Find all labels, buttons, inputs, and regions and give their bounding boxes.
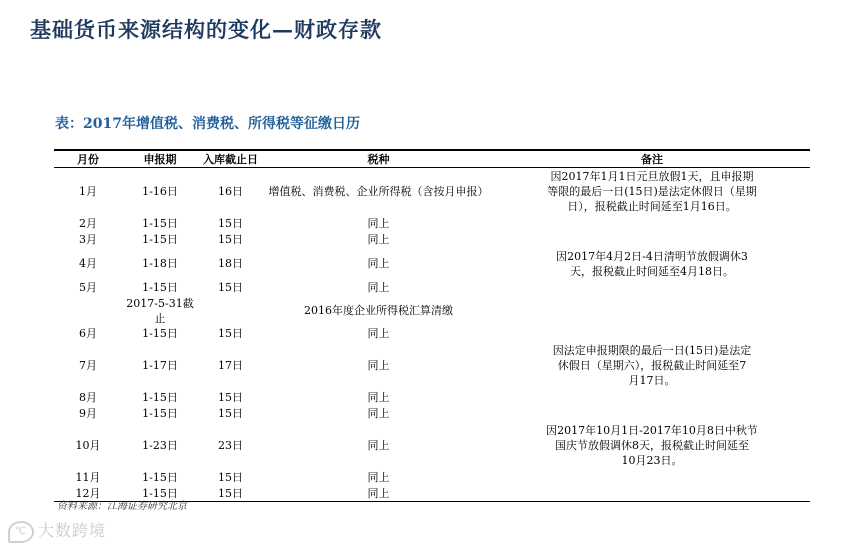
note-line: 月17日。: [628, 374, 676, 387]
cell-note: [494, 326, 810, 342]
cell-note: [494, 470, 810, 486]
page-title: 基础货币来源结构的变化—财政存款: [30, 17, 382, 42]
table-row: [54, 168, 810, 216]
cell-note: [494, 390, 810, 406]
cell-period: 1-15日: [142, 391, 178, 404]
column-header-month: 月份: [54, 150, 122, 168]
table-body: [54, 168, 810, 502]
note-line: 因2017年10月1日-2017年10月8日中秋节: [546, 424, 758, 437]
cell-period: 1-15日: [142, 471, 178, 484]
column-header-note: 备注: [494, 150, 810, 168]
cell-period: 1-18日: [142, 257, 178, 270]
cell-month: 10月: [75, 439, 101, 452]
cell-period: 1-17日: [142, 359, 178, 372]
cell-note: [494, 422, 810, 470]
cell-tax: 同上: [367, 439, 390, 452]
cell-period: 1-15日: [142, 281, 178, 294]
cell-tax: 同上: [367, 359, 390, 372]
cell-tax: 2016年度企业所得税汇算清缴: [304, 304, 453, 317]
watermark-text: 大数跨境: [38, 521, 107, 540]
cell-tax: 同上: [367, 257, 390, 270]
table-row: [54, 390, 810, 406]
cell-month: [54, 296, 122, 326]
cell-period: 1-15日: [142, 217, 178, 230]
cell-tax: 同上: [367, 233, 390, 246]
cell-tax: 同上: [367, 391, 390, 404]
column-header-deadline: 入库截止日: [198, 150, 263, 168]
watermark-logo-icon: ℃: [8, 521, 34, 543]
cell-period: 2017-5-31截止: [126, 296, 194, 325]
note-line: 因2017年1月1日元旦放假1天，且申报期: [550, 170, 754, 184]
cell-deadline: 15日: [218, 327, 243, 340]
cell-month: 9月: [79, 407, 97, 420]
cell-deadline: 15日: [218, 407, 243, 420]
cell-note: [494, 342, 810, 390]
cell-tax: 同上: [263, 486, 494, 502]
cell-period: 1-15日: [122, 486, 198, 502]
tax-calendar-table: [54, 149, 810, 502]
column-header-period: 申报期: [122, 150, 198, 168]
cell-deadline: 15日: [198, 486, 263, 502]
cell-deadline: 15日: [218, 471, 243, 484]
cell-tax: 同上: [367, 407, 390, 420]
cell-deadline: 18日: [218, 257, 243, 270]
cell-note: [494, 296, 810, 326]
cell-month: 8月: [79, 391, 97, 404]
note-line: 休假日（星期六），报税截止时间延至7: [557, 359, 747, 372]
table-title: 表：2017年增值税、消费税、所得税等征缴日历: [55, 116, 360, 132]
cell-tax: 同上: [367, 471, 390, 484]
cell-month: 12月: [54, 486, 122, 502]
cell-deadline: 15日: [218, 391, 243, 404]
cell-period: 1-15日: [142, 327, 178, 340]
table-row: [54, 326, 810, 342]
cell-period: 1-15日: [142, 233, 178, 246]
cell-deadline: 17日: [218, 359, 243, 372]
cell-note: [494, 232, 810, 248]
note-line: 等限的最后一日(15日)是法定休假日（星期: [547, 185, 757, 199]
table-row: [54, 406, 810, 422]
note-line: 因2017年4月2日-4日清明节放假调休3: [556, 249, 748, 263]
cell-tax: 同上: [367, 217, 390, 230]
column-header-tax: 税种: [263, 150, 494, 168]
note-line: 10月23日。: [621, 454, 683, 467]
cell-month: 1月: [79, 185, 97, 199]
cell-period: 1-15日: [142, 407, 178, 420]
note-line: 天，报税截止时间延至4月18日。: [570, 264, 734, 278]
cell-deadline: 15日: [218, 281, 243, 294]
source-note: 资料来源：江海证券研究北京: [57, 501, 187, 512]
table-row: [54, 280, 810, 296]
cell-tax: 增值税、消费税、企业所得税（含按月申报）: [268, 185, 489, 199]
cell-period: 1-16日: [142, 185, 178, 199]
cell-month: 5月: [79, 281, 97, 294]
cell-month: 7月: [79, 359, 97, 372]
cell-month: 4月: [79, 257, 97, 270]
cell-note: [494, 168, 810, 216]
cell-deadline: [198, 296, 263, 326]
table-row: [54, 296, 810, 326]
watermark: [8, 518, 106, 543]
cell-deadline: 15日: [218, 217, 243, 230]
table-header-row: [54, 150, 810, 168]
note-line: 日），报税截止时间延至1月16日。: [567, 200, 737, 214]
cell-deadline: 16日: [218, 185, 243, 199]
cell-month: 3月: [79, 233, 97, 246]
cell-tax: 同上: [367, 281, 390, 294]
table-row: [54, 422, 810, 470]
cell-note: [494, 406, 810, 422]
cell-note: [494, 486, 810, 502]
cell-month: 2月: [79, 217, 97, 230]
cell-note: [494, 280, 810, 296]
cell-tax: 同上: [367, 327, 390, 340]
table-row: [54, 248, 810, 280]
cell-month: 11月: [75, 471, 101, 484]
note-line: 因法定申报期限的最后一日(15日)是法定: [552, 344, 752, 357]
cell-deadline: 23日: [218, 439, 243, 452]
cell-deadline: 15日: [218, 233, 243, 246]
cell-month: 6月: [79, 327, 97, 340]
table-row: [54, 342, 810, 390]
table-row: [54, 232, 810, 248]
cell-note: [494, 248, 810, 280]
table-row: [54, 216, 810, 232]
table-row: [54, 470, 810, 486]
cell-period: 1-23日: [142, 439, 178, 452]
note-line: 国庆节放假调休8天，报税截止时间延至: [555, 439, 749, 452]
cell-note: [494, 216, 810, 232]
